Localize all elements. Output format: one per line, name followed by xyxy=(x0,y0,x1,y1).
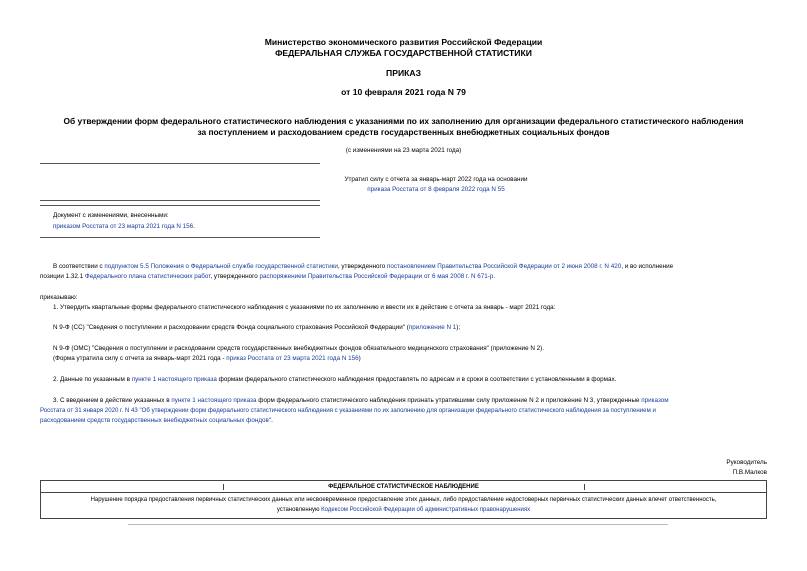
divider xyxy=(40,200,320,201)
title-line-2: за поступлением и расходованием средств государственных внебюджетных социальных фондов xyxy=(197,127,610,137)
item-3-link[interactable]: пункте 1 настоящего приказа xyxy=(171,397,257,404)
form-fss: N 9-Ф (СС) "Сведения о поступлении и расходовании средств Фонда социального страхования Российской Федерации" (приложение N 1); xyxy=(53,324,461,331)
amendments-link[interactable]: приказом Росстата от 23 марта 2021 года N 156 xyxy=(53,223,194,230)
table-header: ФЕДЕРАЛЬНОЕ СТАТИСТИЧЕСКОЕ НАБЛЮДЕНИЕ xyxy=(41,481,767,493)
form-oms-note-link[interactable]: приказ Росстата от 23 марта 2021 года N 156 xyxy=(226,355,359,362)
item-1: 1. Утвердить квартальные формы федерального статистического наблюдения с указаниями по их заполнению и ввести их в действие с отчета за январь - март 2021 года: xyxy=(53,304,556,311)
item-3-title-link-a[interactable]: "Об утверждении форм федерального статистического наблюдения с указаниями по их заполнению для организации федерального статистического наблюдения за поступлением и xyxy=(139,407,656,414)
appendix-1-link[interactable]: приложение N 1 xyxy=(408,324,457,331)
divider xyxy=(40,205,320,206)
order-date-number: от 10 февраля 2021 года N 79 xyxy=(341,87,466,97)
preamble-link-plan[interactable]: Федерального плана статистических работ xyxy=(84,273,211,280)
lost-force-line xyxy=(230,186,642,193)
amendments-text: Документ с изменениями, внесенными: xyxy=(53,212,169,219)
item-3-line-1: 3. С введением в действие указанных в пункте 1 настоящего приказа форм федерального статистического наблюдения признать утратившими силу приложение N 2 и приложение N 3, утвержденные приказом xyxy=(53,397,669,404)
item-3-title-link-b[interactable]: расходованием средств государственных внебюджетных социальных фондов" xyxy=(40,417,272,424)
divider xyxy=(40,237,320,238)
preamble-line-1: В соответствии с подпунктом 5.5 Положения о Федеральной службе государственной статистики, утвержденного постановлением Правительства Российской Федерации от 2 июня 2008 г. N 420, и во исполнение xyxy=(53,263,674,270)
form-oms-note: (Форма утратила силу с отчета за январь-март 2021 года - приказ Росстата от 23 марта 2021 года N 156) xyxy=(53,355,361,362)
service-name: ФЕДЕРАЛЬНАЯ СЛУЖБА ГОСУДАРСТВЕННОЙ СТАТИСТИКИ xyxy=(275,48,532,58)
coap-link[interactable]: Кодексом Российской Федерации об административных правонарушениях xyxy=(321,506,531,513)
lost-force-text: Утратил силу с отчета за январь-март 2022 года на основании xyxy=(344,176,528,183)
preamble-link-regulation[interactable]: подпунктом 5.5 Положения о Федеральной службе государственной статистики xyxy=(104,263,338,270)
divider xyxy=(40,163,320,164)
title-line-1: Об утверждении форм федерального статистического наблюдения с указаниями по их заполнению для организации федерального статистического наблюдения xyxy=(63,116,744,126)
table-body: Нарушение порядка предоставления первичных статистических данных или несвоевременное предоставление этих данных, либо предоставление недостоверных первичных статистических данных влечет ответственность, установленную Кодексом Российской Федерации об административных правонарушениях xyxy=(41,493,767,519)
revision-note: (с изменениями на 23 марта 2021 года) xyxy=(345,147,462,154)
ministry-name: Министерство экономического развития Российской Федерации xyxy=(264,37,543,47)
signature-position: Руководитель xyxy=(726,459,767,466)
document-title xyxy=(40,116,767,138)
amendments-line: приказом Росстата от 23 марта 2021 года N 156. xyxy=(53,223,195,230)
order-word: приказываю: xyxy=(40,294,78,301)
signature-name: П.В.Малков xyxy=(732,469,767,476)
item-3-order-link-a[interactable]: приказом xyxy=(641,397,669,404)
preamble-link-order[interactable]: распоряжением Правительства Российской Федерации от 6 мая 2008 г. N 671-р xyxy=(259,273,494,280)
lost-force-link[interactable]: приказа Росстата от 8 февраля 2022 года N 55 xyxy=(367,186,505,193)
item-2-link[interactable]: пункте 1 настоящего приказа xyxy=(131,376,217,383)
item-2: 2. Данные по указанным в пункте 1 настоящего приказа формам федерального статистического наблюдения предоставлять по адресам и в сроки в соответствии с установленными в формах. xyxy=(53,376,617,383)
footer-divider xyxy=(128,524,668,525)
item-3-line-3: расходованием средств государственных внебюджетных социальных фондов". xyxy=(40,417,273,424)
preamble-line-2: позиции 1.32.1 Федерального плана статистических работ, утвержденного распоряжением Правительства Российской Федерации от 6 мая 2008 г. N 671-р. xyxy=(40,273,496,280)
item-3-order-link-b[interactable]: Росстата от 31 января 2020 г. N 43 xyxy=(40,407,138,414)
item-3-line-2 xyxy=(40,406,775,416)
table-body-line-2: установленную Кодексом Российской Федерации об административных правонарушениях xyxy=(276,506,531,513)
document-type: ПРИКАЗ xyxy=(386,68,421,78)
form-oms: N 9-Ф (ОМС) "Сведения о поступлении и расходовании средств государственных внебюджетных фондов обязательного медицинского страхования" (приложение N 2). xyxy=(53,345,544,352)
preamble-link-resolution[interactable]: постановлением Правительства Российской Федерации от 2 июня 2008 г. N 420 xyxy=(386,263,622,270)
statistical-observation-table xyxy=(40,480,767,519)
